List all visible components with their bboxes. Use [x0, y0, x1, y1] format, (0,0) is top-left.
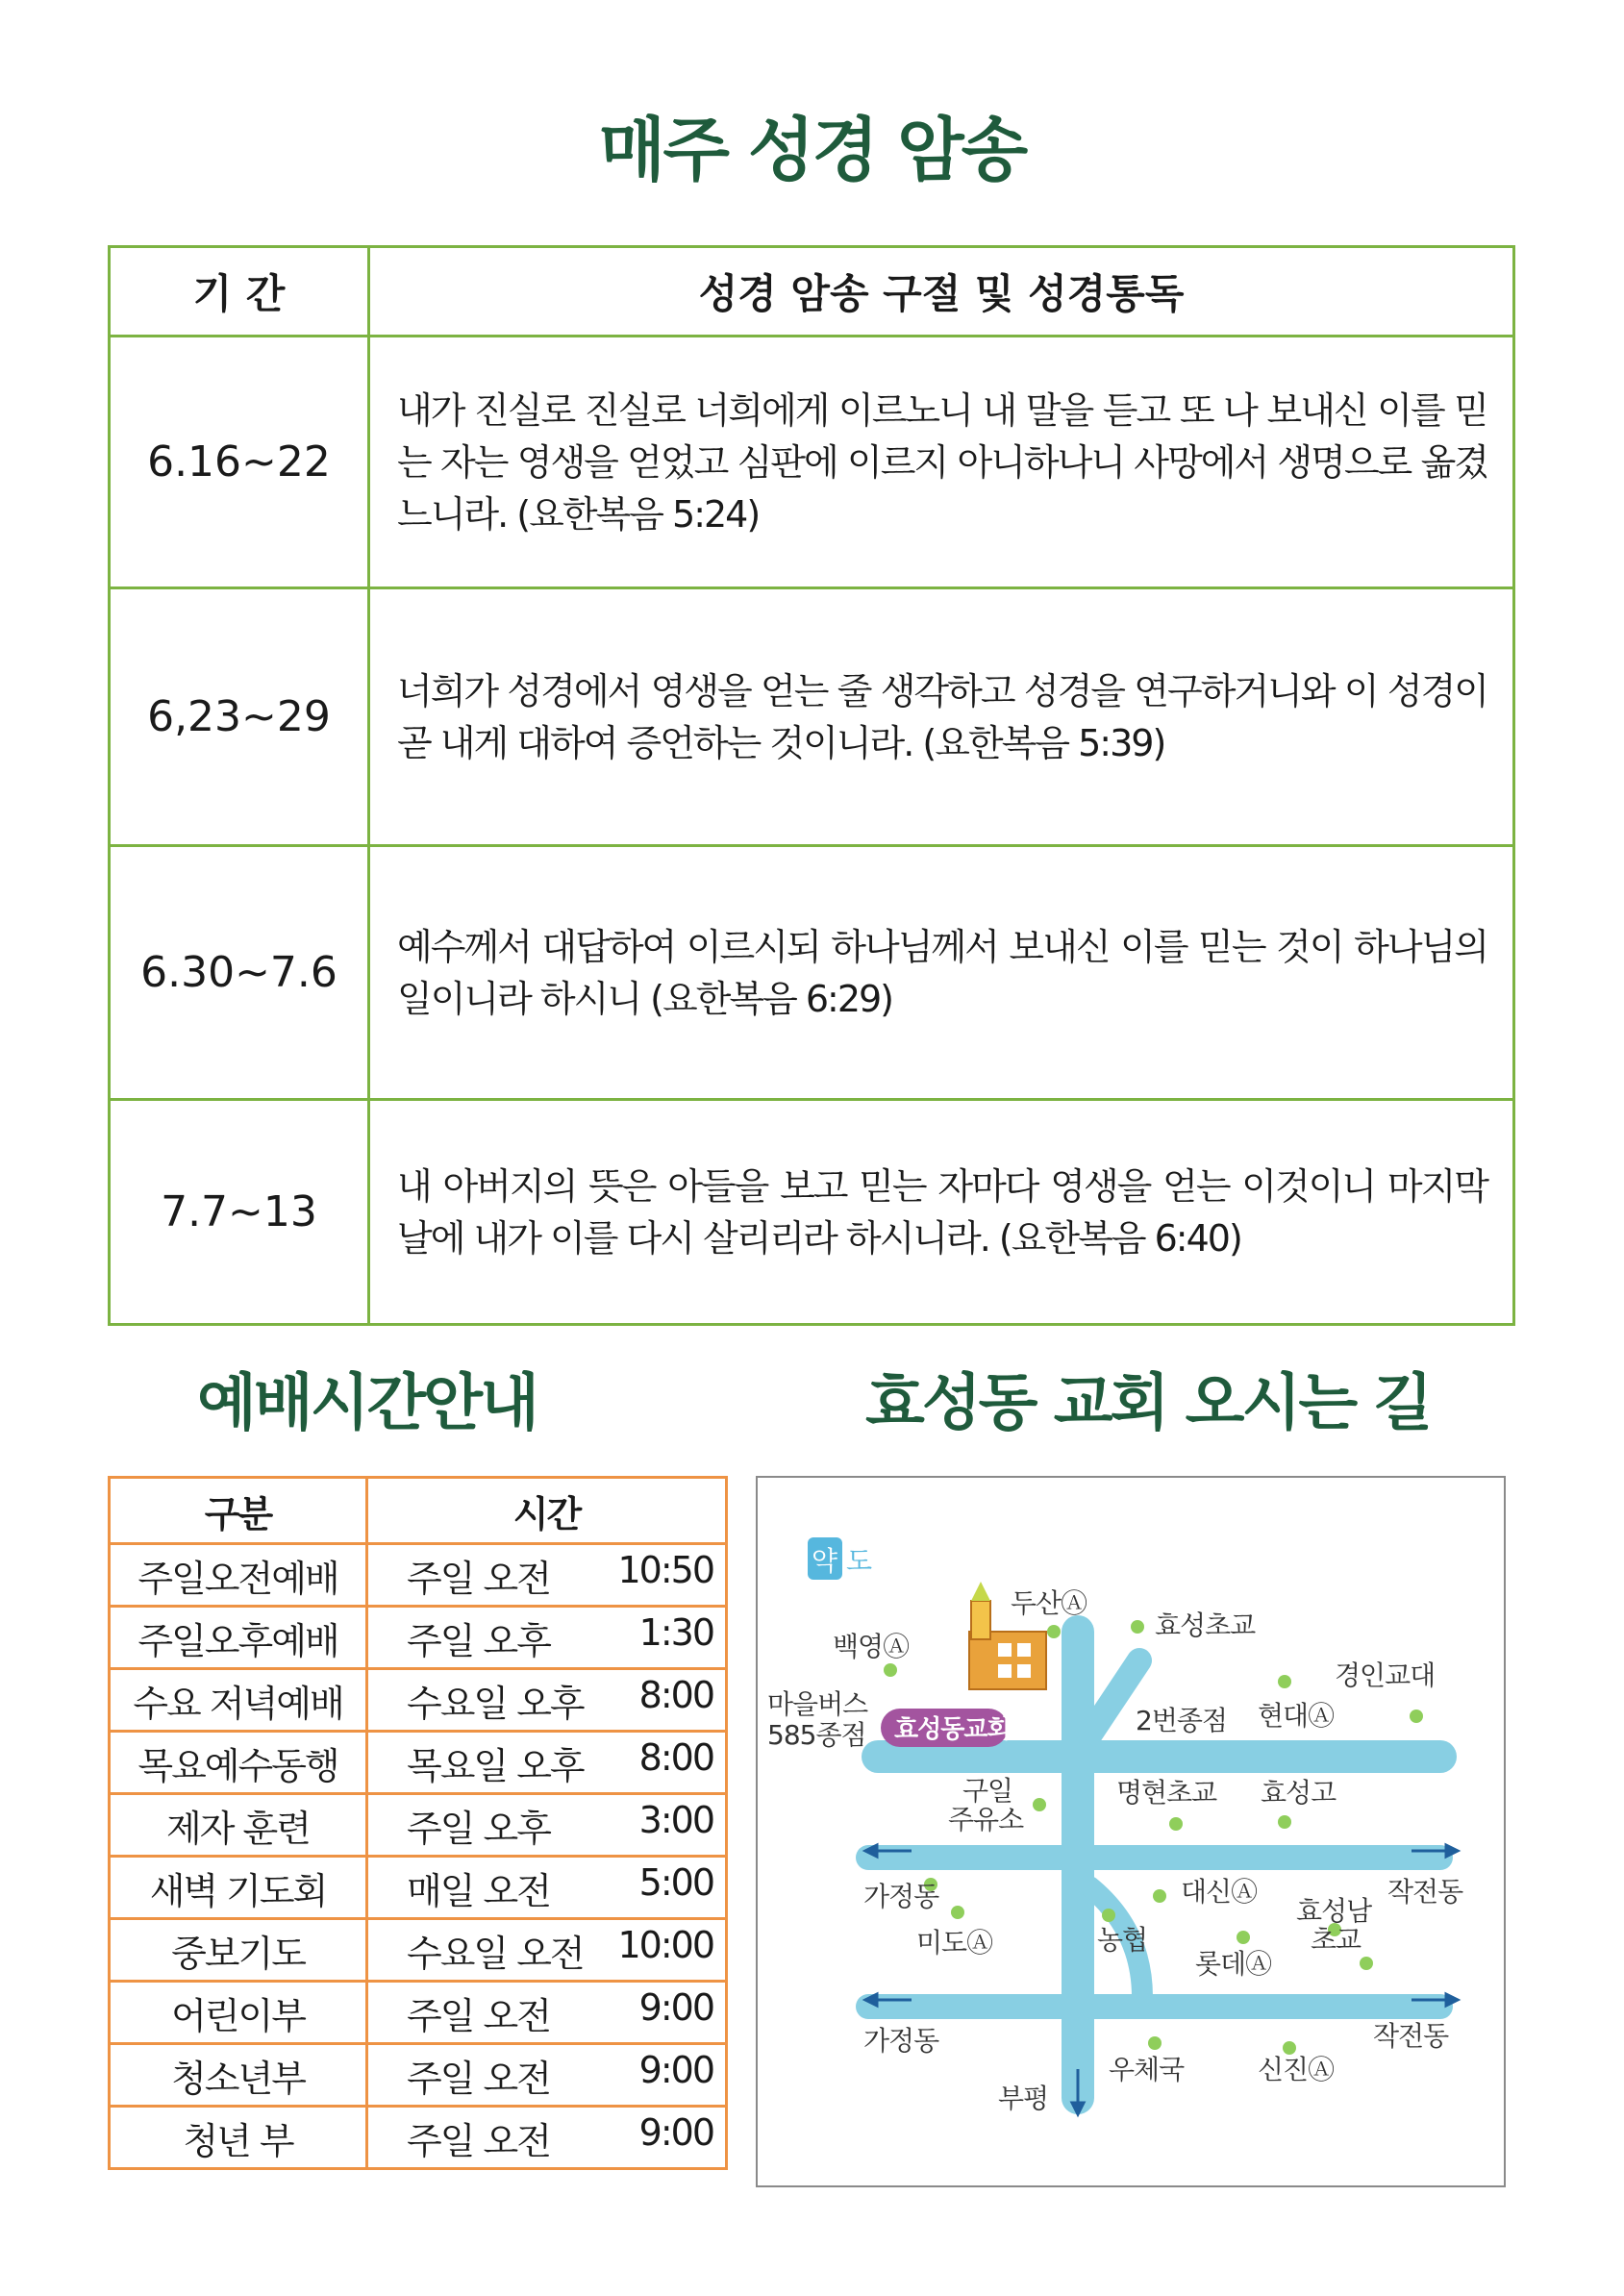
time-cell — [367, 1982, 727, 2044]
service-time: 10:00 — [617, 1923, 713, 1966]
label-post-office: 우체국 — [1109, 2054, 1185, 2085]
label-lotte: 롯데Ⓐ — [1195, 1948, 1272, 1980]
verse-cell: 예수께서 대답하여 이르시되 하나님께서 보내신 이를 믿는 것이 하나님의 일이니라 하시니 (요한복음 6:29) — [369, 846, 1514, 1100]
label-stop2: 2번종점 — [1136, 1705, 1227, 1736]
verse-cell: 내가 진실로 진실로 너희에게 이르노니 내 말을 듣고 또 나 보내신 이를 믿는 자는 영생을 얻었고 심판에 이르지 아니하나니 사망에서 생명으로 옮겼느니라. (요한복음 5:24) — [369, 337, 1514, 588]
dot-nonghyup — [1102, 1909, 1115, 1922]
service-day: 수요일 오후 — [407, 1682, 584, 1725]
service-day: 주일 오전 — [407, 2057, 550, 2100]
service-time: 8:00 — [638, 1673, 713, 1716]
category-cell: 중보기도 — [110, 1919, 367, 1982]
table-row — [110, 1100, 1514, 1325]
header-category: 구분 — [110, 1478, 367, 1544]
label-gajeong-1: 가정동 — [863, 1881, 939, 1912]
period-cell: 7.7~13 — [110, 1100, 369, 1325]
table-row — [110, 2044, 727, 2107]
dot-lotte — [1237, 1931, 1250, 1944]
dot-hyoseong-high — [1278, 1815, 1291, 1829]
church-label: 효성동교회 — [894, 1715, 1011, 1744]
dot-gas-station — [1033, 1798, 1046, 1811]
category-cell: 수요 저녁예배 — [110, 1669, 367, 1732]
label-hyundai: 현대Ⓐ — [1258, 1700, 1335, 1732]
logo-rest: 도 — [846, 1545, 872, 1577]
dot-hyoseong-nam — [1360, 1957, 1373, 1970]
label-bus-2: 585종점 — [767, 1719, 866, 1751]
service-time: 5:00 — [638, 1860, 713, 1904]
church-spire — [971, 1582, 990, 1601]
period-cell: 6.30~7.6 — [110, 846, 369, 1100]
service-time: 9:00 — [638, 1985, 713, 2029]
label-nonghyup: 농협 — [1097, 1924, 1148, 1956]
church-window-2 — [1017, 1643, 1031, 1657]
label-hyoseong-nam-2: 초교 — [1311, 1924, 1362, 1956]
label-gyeongin: 경인교대 — [1335, 1660, 1436, 1691]
service-day: 주일 오전 — [407, 1557, 550, 1600]
service-time: 1:30 — [638, 1610, 713, 1654]
label-myeonghyeon: 명현초교 — [1116, 1777, 1217, 1809]
dot-dusan — [1047, 1625, 1061, 1638]
header-time: 시간 — [367, 1478, 727, 1544]
table-row — [110, 846, 1514, 1100]
label-gas-station-2: 주유소 — [948, 1804, 1024, 1835]
page-title: 매주 성경 암송 — [598, 110, 1026, 190]
table-row — [110, 588, 1514, 846]
roads — [868, 1632, 1440, 2098]
label-baekyoung: 백영Ⓐ — [833, 1631, 910, 1662]
table-row — [110, 1857, 727, 1919]
table-row — [110, 1607, 727, 1669]
service-time: 3:00 — [638, 1798, 713, 1841]
time-cell — [367, 1857, 727, 1919]
service-day: 주일 오후 — [407, 1619, 550, 1662]
label-jakjeon-1: 작전동 — [1387, 1876, 1463, 1908]
directions-map — [756, 1476, 1506, 2187]
label-dusan: 두산Ⓐ — [1011, 1587, 1087, 1619]
table-row — [110, 1982, 727, 2044]
table-row — [110, 337, 1514, 588]
label-mido: 미도Ⓐ — [916, 1927, 993, 1959]
category-cell: 새벽 기도회 — [110, 1857, 367, 1919]
label-gajeong-2: 가정동 — [863, 2025, 939, 2057]
service-time: 9:00 — [638, 2048, 713, 2091]
dot-sinjin — [1283, 2041, 1296, 2055]
category-cell: 청소년부 — [110, 2044, 367, 2107]
service-time: 9:00 — [638, 2110, 713, 2154]
label-bupyeong: 부평 — [998, 2083, 1049, 2114]
dot-baekyoung — [884, 1663, 897, 1677]
table-row — [110, 1544, 727, 1607]
category-cell: 제자 훈련 — [110, 1794, 367, 1857]
period-cell: 6.16~22 — [110, 337, 369, 588]
table-row — [110, 1732, 727, 1794]
time-cell — [367, 1607, 727, 1669]
time-cell — [367, 1732, 727, 1794]
yakdo-logo — [808, 1537, 872, 1580]
time-cell — [367, 2107, 727, 2169]
dot-daesin — [1153, 1889, 1166, 1903]
service-time: 10:50 — [617, 1548, 713, 1591]
dot-myeonghyeon — [1169, 1817, 1183, 1831]
label-gas-station-1: 구일 — [962, 1775, 1013, 1807]
label-bus-1: 마을버스 — [767, 1688, 868, 1720]
table-header-row — [110, 247, 1514, 337]
service-day: 목요일 오후 — [407, 1744, 584, 1787]
service-day: 매일 오전 — [407, 1869, 550, 1912]
category-cell: 주일오후예배 — [110, 1607, 367, 1669]
table-row — [110, 1794, 727, 1857]
dot-gyeongin — [1278, 1675, 1291, 1688]
category-cell: 주일오전예배 — [110, 1544, 367, 1607]
church-window-4 — [1017, 1664, 1031, 1678]
service-time: 8:00 — [638, 1735, 713, 1779]
road-diagonal — [1089, 1660, 1139, 1735]
category-cell: 어린이부 — [110, 1982, 367, 2044]
table-row — [110, 1919, 727, 1982]
category-cell: 청년 부 — [110, 2107, 367, 2169]
label-hyoseong-nam-1: 효성남 — [1296, 1895, 1372, 1927]
category-cell: 목요예수동행 — [110, 1732, 367, 1794]
service-day: 수요일 오전 — [407, 1932, 584, 1975]
church-tower — [971, 1601, 990, 1639]
label-hyoseong-high: 효성고 — [1261, 1777, 1337, 1809]
service-day: 주일 오전 — [407, 1994, 550, 2037]
period-cell: 6,23~29 — [110, 588, 369, 846]
verse-cell: 너희가 성경에서 영생을 얻는 줄 생각하고 성경을 연구하거니와 이 성경이 곧 내게 대하여 증언하는 것이니라. (요한복음 5:39) — [369, 588, 1514, 846]
time-cell — [367, 1919, 727, 1982]
service-day: 주일 오후 — [407, 1807, 550, 1850]
time-cell — [367, 2044, 727, 2107]
time-cell — [367, 1669, 727, 1732]
worship-section-title: 예배시간안내 — [197, 1368, 537, 1439]
time-cell — [367, 1544, 727, 1607]
header-period: 기 간 — [110, 247, 369, 337]
label-jakjeon-2: 작전동 — [1373, 2020, 1449, 2052]
worship-schedule-table — [108, 1476, 728, 2170]
time-cell — [367, 1794, 727, 1857]
church-window-1 — [998, 1643, 1012, 1657]
label-sinjin: 신진Ⓐ — [1258, 2054, 1335, 2085]
verse-cell: 내 아버지의 뜻은 아들을 보고 믿는 자마다 영생을 얻는 이것이니 마지막 날에 내가 이를 다시 살리리라 하시니라. (요한복음 6:40) — [369, 1100, 1514, 1325]
dot-hyoseong-elem — [1131, 1620, 1144, 1634]
table-row — [110, 2107, 727, 2169]
dot-mido — [951, 1906, 964, 1919]
label-daesin: 대신Ⓐ — [1181, 1876, 1258, 1908]
table-header-row — [110, 1478, 727, 1544]
dot-hyundai — [1410, 1710, 1423, 1723]
arrow-right-lower-head — [1446, 1994, 1458, 2006]
map-drawing — [758, 1478, 1504, 2185]
memory-verse-table — [108, 245, 1515, 1326]
directions-section-title: 효성동 교회 오시는 길 — [865, 1368, 1431, 1439]
header-verse: 성경 암송 구절 및 성경통독 — [369, 247, 1514, 337]
arrow-right-upper-head — [1446, 1845, 1458, 1857]
label-hyoseong-elem: 효성초교 — [1155, 1610, 1256, 1641]
dot-post — [1148, 2036, 1162, 2050]
church-window-3 — [998, 1664, 1012, 1678]
service-day: 주일 오전 — [407, 2119, 550, 2162]
logo-syllable: 약 — [812, 1545, 837, 1577]
table-row — [110, 1669, 727, 1732]
